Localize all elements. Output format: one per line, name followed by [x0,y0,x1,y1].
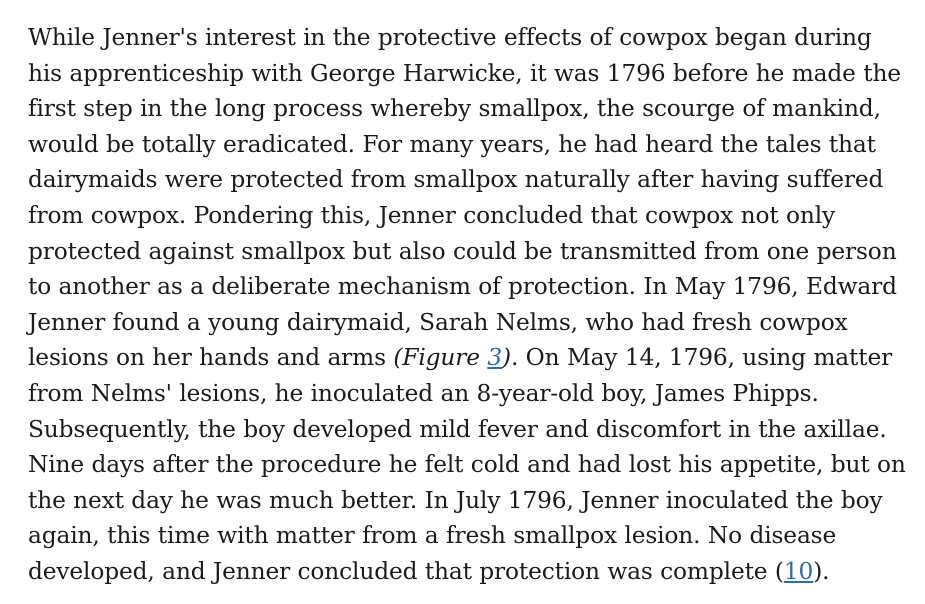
paragraph-text-3: ). [813,557,830,585]
figure-3-link[interactable]: 3 [487,344,503,372]
paragraph-text-2: . On May 14, 1796, using matter from Nelms' lesions, he inoculated an 8-year-old boy, James Phipps. Subsequently, the boy developed mild fever and discomfort in the axillae. Nine days after the procedure he felt cold and had lost his appetite, but on the next day he was much better. In July 1796, Jenner inoculated the boy again, this time with matter from a fresh smallpox lesion. No disease developed, and Jenner concluded that protection was complete ( [28,344,906,585]
paragraph-text-1: While Jenner's interest in the protective effects of cowpox began during his apprenticeship with George Harwicke, it was 1796 before he made the first step in the long process whereby smallpox, the scourge of mankind, would be totally eradicated. For many years, he had heard the tales that dairymaids were protected from smallpox naturally after having suffered from cowpox. Pondering this, Jenner concluded that cowpox not only protected against smallpox but also could be transmitted from one person to another as a deliberate mechanism of protection. In May 1796, Edward Jenner found a young dairymaid, Sarah Nelms, who had fresh cowpox lesions on her hands and arms [28,24,901,372]
figure-reference-open: (Figure [393,344,488,372]
figure-reference-close: ) [502,344,511,372]
figure-reference [393,344,511,371]
citation-10-link[interactable]: 10 [783,557,814,585]
article-paragraph [28,20,910,590]
